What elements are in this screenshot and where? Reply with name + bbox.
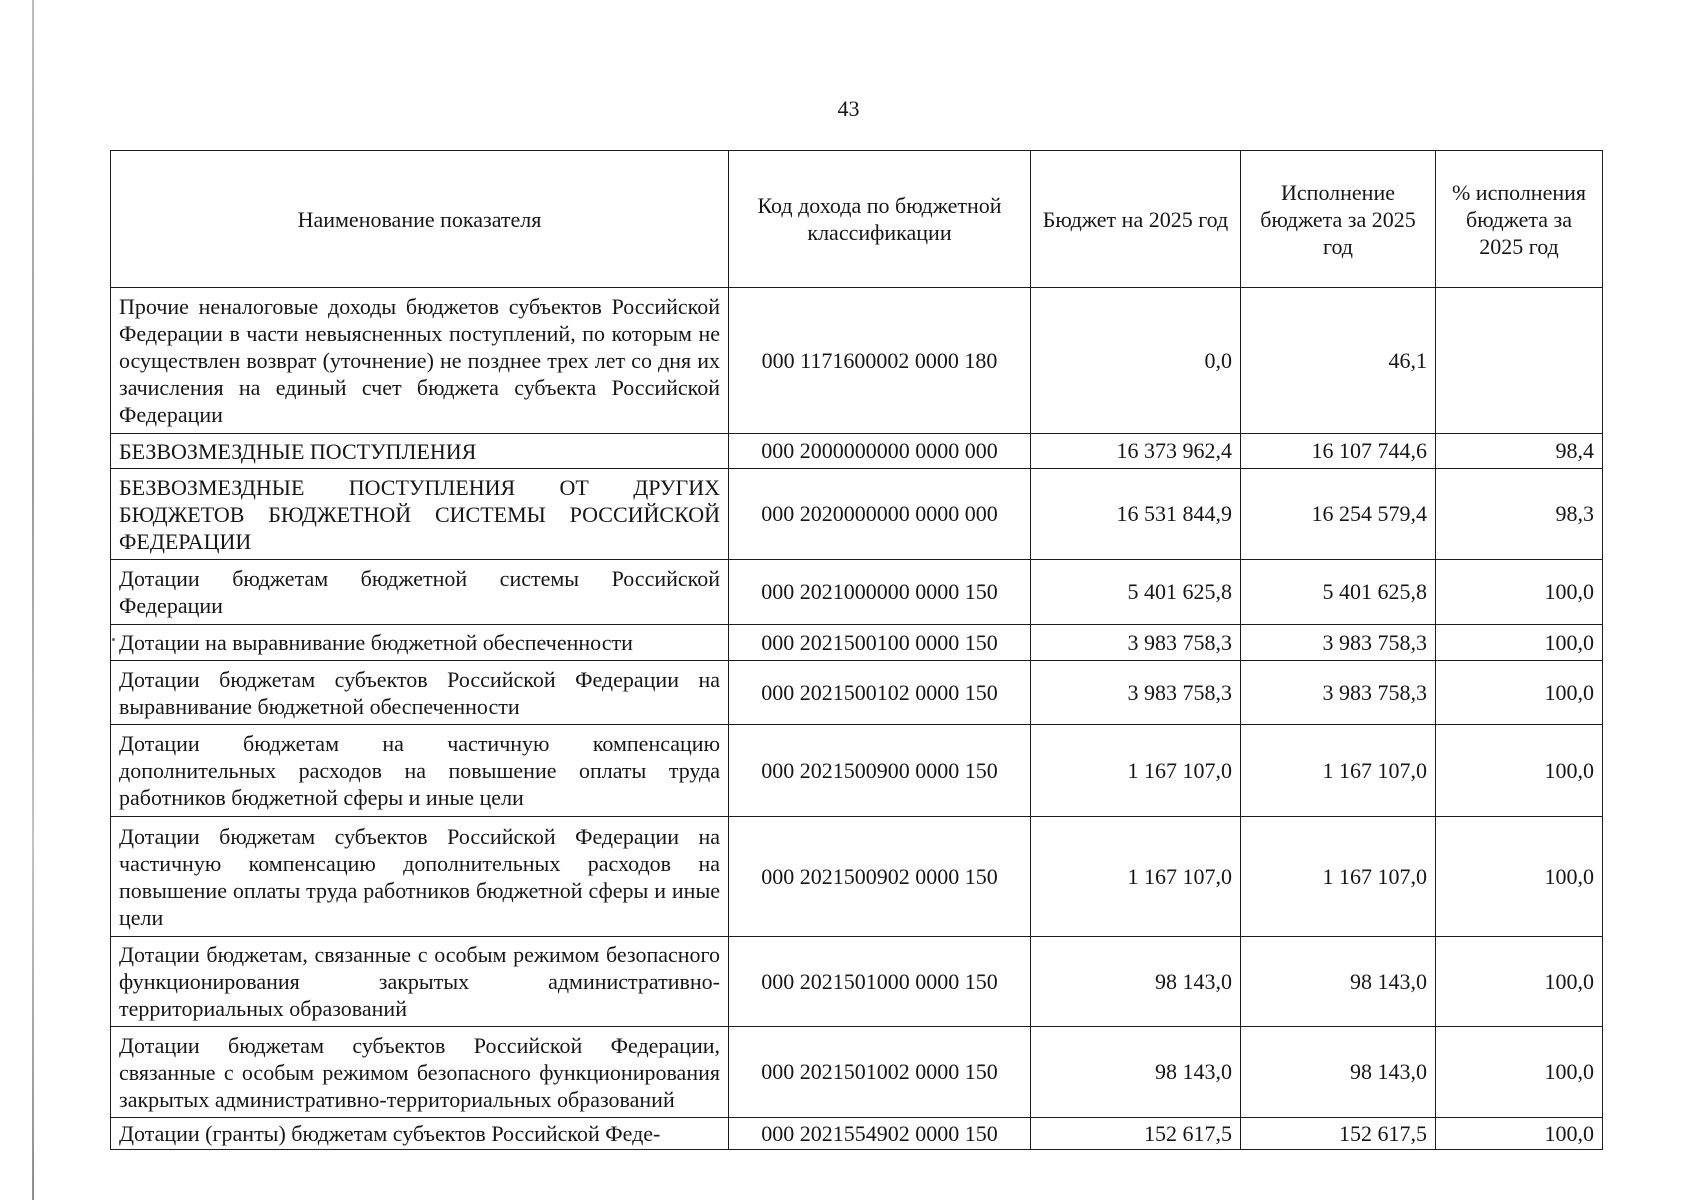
table-row <box>111 725 1603 817</box>
row-percent <box>1436 288 1603 434</box>
row-percent: 98,4 <box>1436 434 1603 469</box>
row-budget: 1 167 107,0 <box>1031 725 1241 817</box>
row-budget: 16 531 844,9 <box>1031 469 1241 560</box>
row-code: 000 2021501000 0000 150 <box>729 937 1031 1027</box>
row-code: 000 2021500900 0000 150 <box>729 725 1031 817</box>
row-budget: 5 401 625,8 <box>1031 560 1241 625</box>
row-code: 000 2000000000 0000 000 <box>729 434 1031 469</box>
row-name: Дотации бюджетам субъектов Российской Федерации, связанные с особым режимом безопасного функционирования закрытых административно-территориальных образований <box>111 1027 729 1118</box>
row-execution: 16 107 744,6 <box>1241 434 1436 469</box>
row-percent: 98,3 <box>1436 469 1603 560</box>
header-row <box>111 151 1603 288</box>
header-name: Наименование показателя <box>111 151 729 288</box>
header-execution: Исполнение бюджета за 2025 год <box>1241 151 1436 288</box>
row-budget: 3 983 758,3 <box>1031 661 1241 725</box>
row-budget: 0,0 <box>1031 288 1241 434</box>
header-budget: Бюджет на 2025 год <box>1031 151 1241 288</box>
row-execution: 1 167 107,0 <box>1241 817 1436 937</box>
page-number: 43 <box>837 96 860 121</box>
row-budget: 98 143,0 <box>1031 937 1241 1027</box>
row-percent: 100,0 <box>1436 817 1603 937</box>
row-execution: 3 983 758,3 <box>1241 661 1436 725</box>
header-code: Код дохода по бюджетной классификации <box>729 151 1031 288</box>
table-row <box>111 469 1603 560</box>
table-row <box>111 625 1603 661</box>
row-name: Дотации бюджетам субъектов Российской Федерации на частичную компенсацию дополнительных расходов на повышение оплаты труда работников бюджетной сферы и иные цели <box>111 817 729 937</box>
row-execution: 98 143,0 <box>1241 1027 1436 1118</box>
row-percent: 100,0 <box>1436 560 1603 625</box>
row-code: 000 2021554902 0000 150 <box>729 1118 1031 1150</box>
row-code: 000 2021501002 0000 150 <box>729 1027 1031 1118</box>
row-percent: 100,0 <box>1436 661 1603 725</box>
row-execution: 5 401 625,8 <box>1241 560 1436 625</box>
row-percent: 100,0 <box>1436 1118 1603 1150</box>
row-percent: 100,0 <box>1436 937 1603 1027</box>
row-execution: 46,1 <box>1241 288 1436 434</box>
row-code: 000 1171600002 0000 180 <box>729 288 1031 434</box>
row-budget: 98 143,0 <box>1031 1027 1241 1118</box>
row-name: БЕЗВОЗМЕЗДНЫЕ ПОСТУПЛЕНИЯ <box>111 434 729 469</box>
table-row <box>111 288 1603 434</box>
row-percent: 100,0 <box>1436 725 1603 817</box>
row-name: Дотации бюджетам на частичную компенсацию дополнительных расходов на повышение оплаты труда работников бюджетной сферы и иные цели <box>111 725 729 817</box>
row-execution: 152 617,5 <box>1241 1118 1436 1150</box>
row-code: 000 2021000000 0000 150 <box>729 560 1031 625</box>
row-code: 000 2021500102 0000 150 <box>729 661 1031 725</box>
row-name: Дотации бюджетам субъектов Российской Федерации на выравнивание бюджетной обеспеченности <box>111 661 729 725</box>
header-percent: % исполнения бюджета за 2025 год <box>1436 151 1603 288</box>
row-execution: 3 983 758,3 <box>1241 625 1436 661</box>
table-row <box>111 434 1603 469</box>
table-row <box>111 560 1603 625</box>
row-name: Дотации бюджетам, связанные с особым режимом безопасного функционирования закрытых административно-территориальных образований <box>111 937 729 1027</box>
table-row <box>111 937 1603 1027</box>
row-name: Дотации (гранты) бюджетам субъектов Российской Феде- <box>111 1118 729 1150</box>
row-name: Дотации бюджетам бюджетной системы Российской Федерации <box>111 560 729 625</box>
row-code: 000 2021500100 0000 150 <box>729 625 1031 661</box>
row-budget: 152 617,5 <box>1031 1118 1241 1150</box>
budget-execution-table <box>110 150 1603 1150</box>
table-row <box>111 1118 1603 1150</box>
scan-edge-line <box>32 0 34 1200</box>
row-code: 000 2020000000 0000 000 <box>729 469 1031 560</box>
table-row <box>111 817 1603 937</box>
table-row <box>111 661 1603 725</box>
table-row <box>111 1027 1603 1118</box>
row-name: Дотации на выравнивание бюджетной обеспеченности <box>111 625 729 661</box>
row-name: Прочие неналоговые доходы бюджетов субъектов Российской Федерации в части невыясненных поступлений, по которым не осуществлен возврат (уточнение) не позднее трех лет со дня их зачисления на единый счет бюджета субъекта Российской Федерации <box>111 288 729 434</box>
row-code: 000 2021500902 0000 150 <box>729 817 1031 937</box>
row-name: БЕЗВОЗМЕЗДНЫЕ ПОСТУПЛЕНИЯ ОТ ДРУГИХ БЮДЖЕТОВ БЮДЖЕТНОЙ СИСТЕМЫ РОССИЙСКОЙ ФЕДЕРАЦИИ <box>111 469 729 560</box>
row-percent: 100,0 <box>1436 1027 1603 1118</box>
row-execution: 98 143,0 <box>1241 937 1436 1027</box>
row-execution: 1 167 107,0 <box>1241 725 1436 817</box>
row-budget: 1 167 107,0 <box>1031 817 1241 937</box>
row-budget: 16 373 962,4 <box>1031 434 1241 469</box>
row-execution: 16 254 579,4 <box>1241 469 1436 560</box>
row-percent: 100,0 <box>1436 625 1603 661</box>
row-budget: 3 983 758,3 <box>1031 625 1241 661</box>
